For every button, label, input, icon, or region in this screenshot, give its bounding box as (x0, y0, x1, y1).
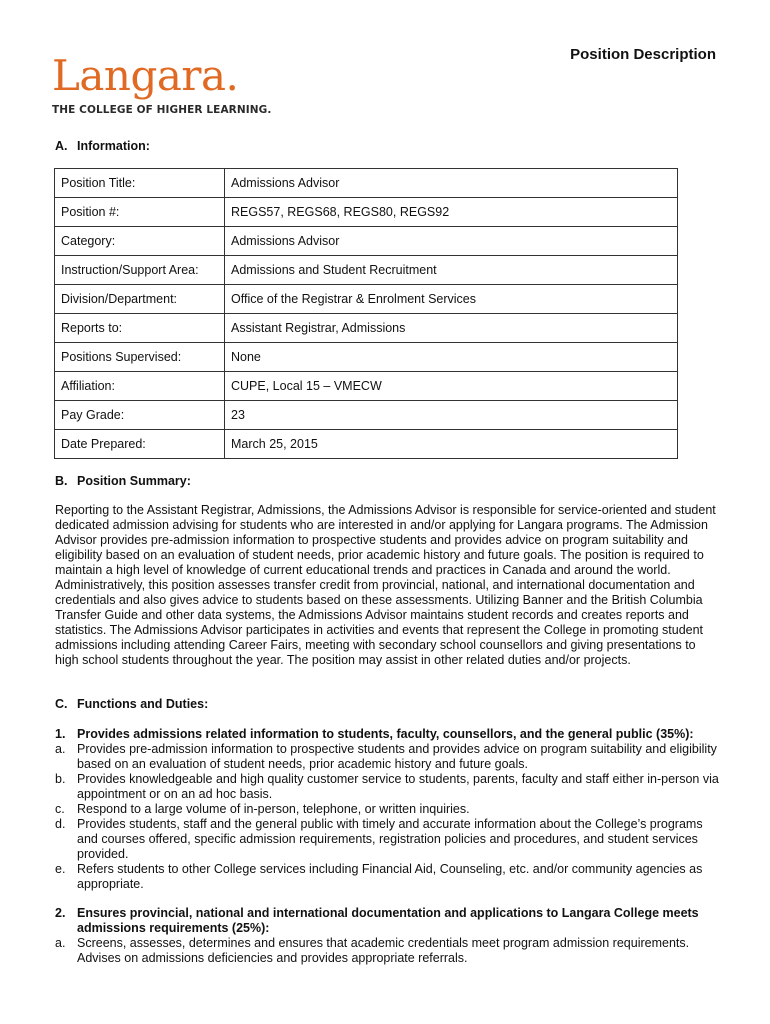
row-value: CUPE, Local 15 – VMECW (225, 372, 678, 401)
item-marker: a. (55, 742, 66, 756)
item-marker: b. (55, 772, 66, 786)
table-row (55, 285, 678, 314)
item-marker: d. (55, 817, 66, 831)
list-item (55, 802, 719, 817)
duty-number: 1. (55, 727, 66, 741)
section-a-title: Information: (77, 139, 150, 153)
section-c-heading (55, 697, 208, 711)
information-table (54, 168, 678, 459)
list-item (55, 742, 719, 772)
duty-number: 2. (55, 906, 66, 920)
row-value: 23 (225, 401, 678, 430)
duty-2 (55, 906, 719, 966)
table-row (55, 401, 678, 430)
row-value: Admissions Advisor (225, 169, 678, 198)
row-value: REGS57, REGS68, REGS80, REGS92 (225, 198, 678, 227)
duty-1 (55, 727, 719, 892)
row-value: March 25, 2015 (225, 430, 678, 459)
section-b-title: Position Summary: (77, 474, 191, 488)
section-c-letter: C. (55, 697, 68, 711)
row-value: Admissions and Student Recruitment (225, 256, 678, 285)
table-row (55, 314, 678, 343)
document-title: Position Description (570, 46, 716, 63)
item-text: Screens, assesses, determines and ensures that academic credentials meet program admission requirements. Advises on admissions deficiencies and provides appropriate referrals. (77, 936, 690, 965)
duty-heading-text: Provides admissions related information to students, faculty, counsellors, and the general public (35%): (77, 727, 694, 741)
row-label: Division/Department: (55, 285, 225, 314)
row-value: Office of the Registrar & Enrolment Services (225, 285, 678, 314)
duty-heading (55, 727, 719, 742)
row-label: Date Prepared: (55, 430, 225, 459)
langara-logo (52, 51, 239, 100)
table-row (55, 198, 678, 227)
item-text: Provides knowledgeable and high quality customer service to students, parents, faculty and staff either in-person via appointment or on an ad hoc basis. (77, 772, 719, 801)
row-label: Positions Supervised: (55, 343, 225, 372)
section-b-heading (55, 474, 191, 488)
row-label: Instruction/Support Area: (55, 256, 225, 285)
section-a-heading (55, 139, 150, 153)
row-value: None (225, 343, 678, 372)
row-label: Position #: (55, 198, 225, 227)
row-label: Category: (55, 227, 225, 256)
section-c-title: Functions and Duties: (77, 697, 209, 711)
row-label: Position Title: (55, 169, 225, 198)
table-row (55, 256, 678, 285)
item-text: Provides pre-admission information to prospective students and provides advice on program suitability and eligibility based on an evaluation of student needs, prior academic history and future goals. (77, 742, 717, 771)
table-row (55, 169, 678, 198)
list-item (55, 936, 719, 966)
row-value: Admissions Advisor (225, 227, 678, 256)
row-label: Pay Grade: (55, 401, 225, 430)
row-value: Assistant Registrar, Admissions (225, 314, 678, 343)
item-text: Provides students, staff and the general public with timely and accurate information about the College’s programs and courses offered, specific admission requirements, registration policies and procedures, and student services provided. (77, 817, 703, 861)
section-a-letter: A. (55, 139, 68, 153)
logo-tagline: THE COLLEGE OF HIGHER LEARNING. (52, 104, 272, 116)
table-row (55, 227, 678, 256)
row-label: Reports to: (55, 314, 225, 343)
item-text: Refers students to other College services including Financial Aid, Counseling, etc. and/or community agencies as appropriate. (77, 862, 703, 891)
duty-heading (55, 906, 719, 936)
row-label: Affiliation: (55, 372, 225, 401)
logo-wordmark: Langara. (52, 51, 239, 100)
list-item (55, 772, 719, 802)
list-item (55, 862, 719, 892)
item-marker: a. (55, 936, 66, 950)
item-text: Respond to a large volume of in-person, telephone, or written inquiries. (77, 802, 470, 816)
section-b-letter: B. (55, 474, 68, 488)
item-marker: e. (55, 862, 66, 876)
table-row (55, 372, 678, 401)
position-summary-text: Reporting to the Assistant Registrar, Admissions, the Admissions Advisor is responsible for service-oriented and student dedicated admission advising for students who are interested in and/or applying for Langara programs. The Admission Advisor provides pre-admission information to prospective students and provides advice on program suitability and eligibility based on an evaluation of student needs, prior academic history and future goals. The position is required to maintain a high level of knowledge of current educational trends and practices in Canada and around the world. Administratively, this position assesses transfer credit from provincial, national, and international documentation and credentials and also gives advice to students based on these assessments. Utilizing Banner and the British Columbia Transfer Guide and other data systems, the Admissions Advisor maintains student records and creates reports and statistics. The Admissions Advisor participates in activities and events that represent the College in promoting student admissions including attending Career Fairs, meeting with secondary school counsellors and giving presentations to high school students throughout the year. The position may assist in other related duties and/or projects. (55, 503, 716, 667)
table-row (55, 430, 678, 459)
list-item (55, 817, 719, 862)
table-row (55, 343, 678, 372)
duty-heading-text: Ensures provincial, national and international documentation and applications to Langara College meets admissions requirements (25%): (77, 906, 699, 935)
item-marker: c. (55, 802, 65, 816)
